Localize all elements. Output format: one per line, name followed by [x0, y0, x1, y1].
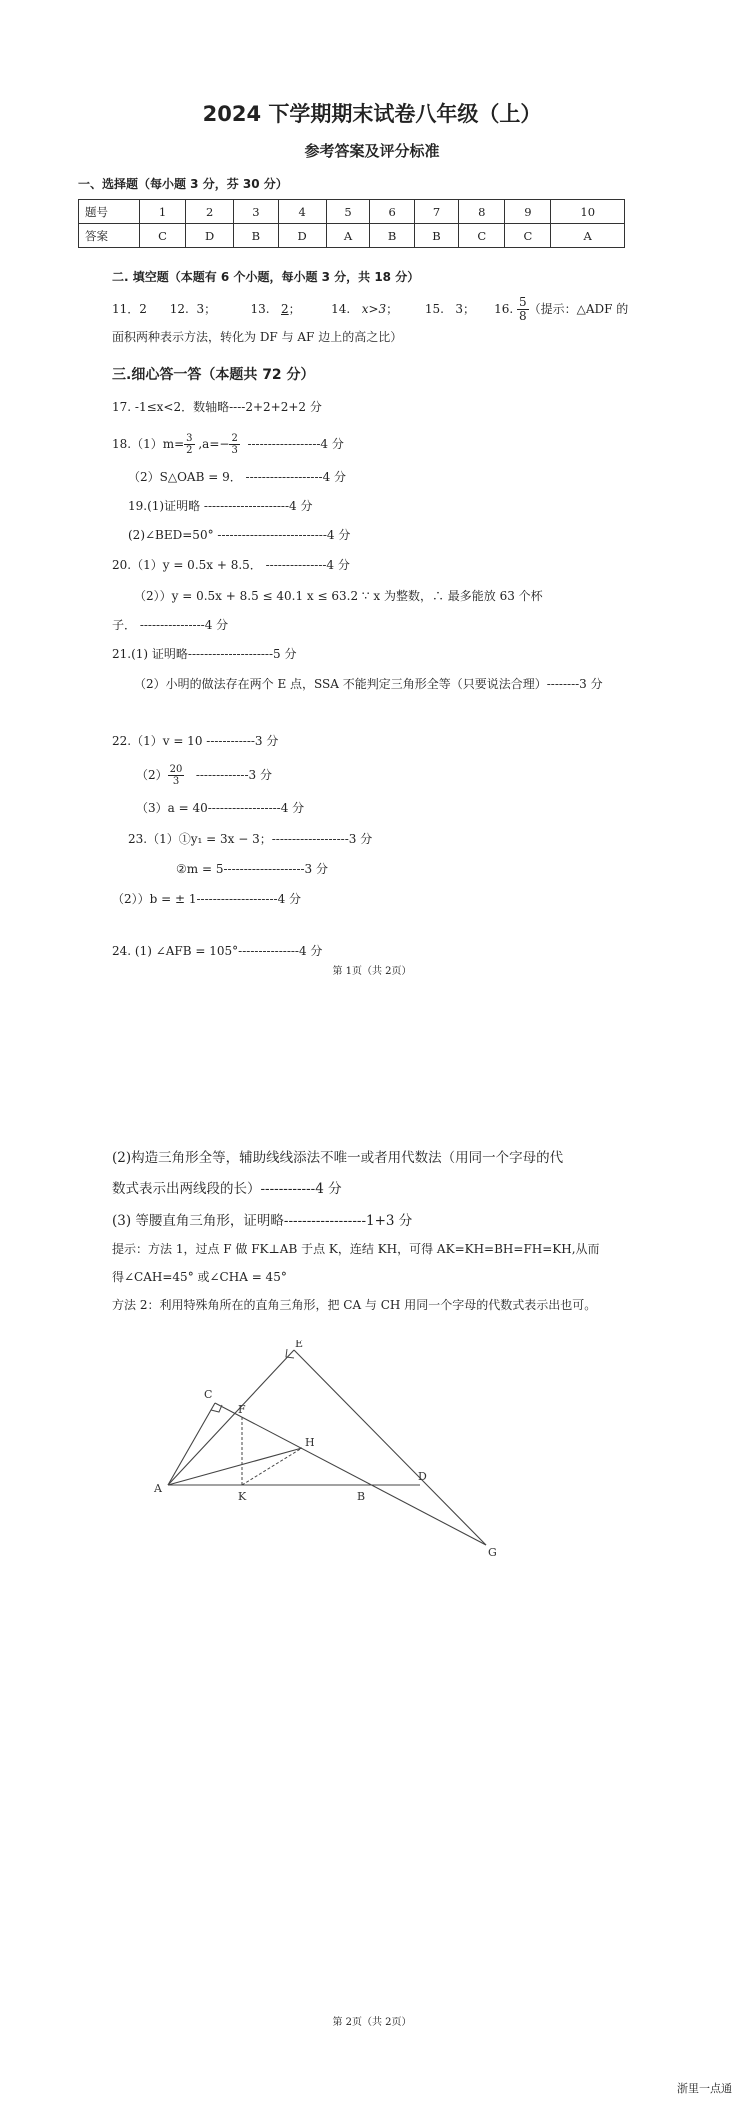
- table-cell-label: 答案: [79, 224, 140, 248]
- q21-2-answer: （2）小明的做法存在两个 E 点，SSA 不能判定三角形全等（只要说法合理）--------3 分: [134, 677, 603, 691]
- label-G: G: [488, 1546, 497, 1559]
- table-cell: C: [459, 224, 505, 248]
- table-cell: A: [326, 224, 370, 248]
- table-cell: C: [505, 224, 551, 248]
- q18-2-answer: （2）S△OAB = 9． -------------------4 分: [128, 470, 347, 484]
- section2-heading: 二. 填空题（本题有 6 个小题，每小题 3 分，共 18 分）: [112, 270, 420, 284]
- q18-1-score: ------------------4 分: [239, 437, 344, 451]
- q22-2-label: （2）: [136, 768, 168, 782]
- q18-1-m-label: 18.（1）m=: [112, 437, 185, 451]
- q20-1-answer: 20.（1）y = 0.5x + 8.5． ---------------4 分: [112, 558, 350, 572]
- table-cell: 9: [505, 200, 551, 224]
- table-cell: 8: [459, 200, 505, 224]
- q13-answer: 2: [281, 302, 289, 316]
- label-F: F: [238, 1403, 246, 1416]
- label-K: K: [238, 1490, 247, 1503]
- q14-answer: x>3: [361, 302, 387, 316]
- hint-method2: 方法 2：利用特殊角所在的直角三角形，把 CA 与 CH 用同一个字母的代数式表示出也可。: [112, 1298, 597, 1312]
- q18-m-fraction: [184, 433, 194, 456]
- table-cell: 3: [234, 200, 278, 224]
- q22-fraction: [168, 764, 185, 787]
- q19-2-answer: (2)∠BED=50° ---------------------------4 分: [128, 528, 351, 542]
- table-row-answers: [79, 224, 625, 248]
- table-cell: B: [414, 224, 458, 248]
- q19-1-answer: 19.(1)证明略 ---------------------4 分: [128, 499, 313, 513]
- q21-1-answer: 21.(1) 证明略---------------------5 分: [112, 647, 297, 661]
- q24-2-answer: (2)构造三角形全等，辅助线线添法不唯一或者用代数法（用同一个字母的代: [112, 1150, 564, 1166]
- q18-m-numerator: 3: [186, 433, 193, 444]
- fill-answers-15-16: ； 15. 3； 16.: [386, 302, 517, 316]
- q18-1-a-label: ,a=−: [194, 437, 230, 451]
- answer-table: [78, 199, 625, 248]
- fill-answers-sep: ； 14.: [288, 302, 362, 316]
- table-cell: D: [278, 224, 326, 248]
- table-cell: 10: [551, 200, 625, 224]
- fill-answers-11-13: 11．2 12. 3； 13.: [112, 302, 281, 316]
- q16-numerator: 5: [519, 295, 527, 309]
- q20-2-answer-cont: 子． ----------------4 分: [112, 618, 229, 632]
- q17-answer: 17. -1≤x<2．数轴略----2+2+2+2 分: [112, 400, 322, 414]
- table-cell: 4: [278, 200, 326, 224]
- section3-heading: 三.细心答一答（本题共 72 分）: [112, 367, 315, 383]
- table-cell: C: [140, 224, 186, 248]
- table-cell: 1: [140, 200, 186, 224]
- table-cell: B: [234, 224, 278, 248]
- table-cell: 2: [186, 200, 234, 224]
- line-AH: [168, 1448, 302, 1485]
- table-cell: 5: [326, 200, 370, 224]
- q18-m-denominator: 2: [186, 445, 193, 456]
- q18-a-denominator: 3: [231, 445, 238, 456]
- q20-2-answer: （2））y = 0.5x + 8.5 ≤ 40.1 x ≤ 63.2 ∵ x 为整数，∴ 最多能放 63 个杯: [134, 589, 543, 603]
- q22-2-answer: [136, 764, 272, 787]
- q22-2-score: -------------3 分: [184, 768, 272, 782]
- label-C: C: [204, 1388, 213, 1401]
- line-CG: [215, 1403, 486, 1545]
- line-KH: [242, 1448, 302, 1485]
- table-cell: 6: [370, 200, 414, 224]
- section1-heading: 一、选择题（每小题 3 分，芬 30 分）: [78, 177, 288, 191]
- hint-method1-cont: 得∠CAH=45° 或∠CHA = 45°: [112, 1270, 287, 1284]
- page-subtitle: 参考答案及评分标准: [304, 142, 440, 160]
- label-H: H: [305, 1436, 315, 1449]
- page1-footer: 第 1页（共 2页）: [332, 966, 412, 977]
- q16-fraction: [517, 296, 529, 323]
- q24-3-answer: (3) 等腰直角三角形，证明略------------------1+3 分: [112, 1213, 413, 1229]
- hint-method1: 提示：方法 1，过点 F 做 FK⊥AB 于点 K，连结 KH，可得 AK=KH=BH=FH=KH,从而: [112, 1242, 600, 1256]
- q18-a-numerator: 2: [231, 433, 238, 444]
- q18-1-answer: [112, 433, 344, 456]
- page-title: 2024 下学期期末试卷八年级（上）: [202, 102, 542, 126]
- q22-3-answer: （3）a = 40------------------4 分: [136, 801, 305, 815]
- table-cell: B: [370, 224, 414, 248]
- q22-denominator: 3: [172, 776, 180, 787]
- table-cell: A: [551, 224, 625, 248]
- label-A: A: [154, 1482, 162, 1495]
- label-D: D: [418, 1470, 427, 1483]
- line-AE: [168, 1350, 294, 1485]
- q23-2-answer: （2））b = ± 1--------------------4 分: [112, 892, 302, 906]
- table-row-numbers: [79, 200, 625, 224]
- table-cell: 7: [414, 200, 458, 224]
- fill-answers-line1: [112, 296, 628, 323]
- watermark: 浙里一点通: [677, 2082, 732, 2095]
- line-EG: [294, 1350, 486, 1545]
- q22-numerator: 20: [169, 764, 183, 775]
- fill-answers-line2: 面积两种表示方法，转化为 DF 与 AF 边上的高之比）: [112, 330, 403, 344]
- q23-1b-answer: ②m = 5--------------------3 分: [176, 862, 328, 876]
- geometry-figure: [150, 1340, 520, 1570]
- page2-footer: 第 2页（共 2页）: [332, 2017, 412, 2028]
- q24-1-answer: 24. (1) ∠AFB = 105°---------------4 分: [112, 944, 323, 958]
- q16-hint: （提示：△ADF 的: [528, 302, 629, 316]
- label-E: E: [295, 1340, 304, 1350]
- q16-denominator: 8: [519, 309, 527, 323]
- table-cell-label: 题号: [79, 200, 140, 224]
- line-AC: [168, 1403, 215, 1485]
- q22-1-answer: 22.（1）v = 10 ------------3 分: [112, 734, 279, 748]
- table-cell: D: [186, 224, 234, 248]
- q23-1-answer: 23.（1）①y₁ = 3x − 3；-------------------3 分: [128, 832, 373, 846]
- q24-2-answer-cont: 数式表示出两线段的长）------------4 分: [112, 1181, 342, 1197]
- label-B: B: [357, 1490, 366, 1503]
- q18-a-fraction: [229, 433, 239, 456]
